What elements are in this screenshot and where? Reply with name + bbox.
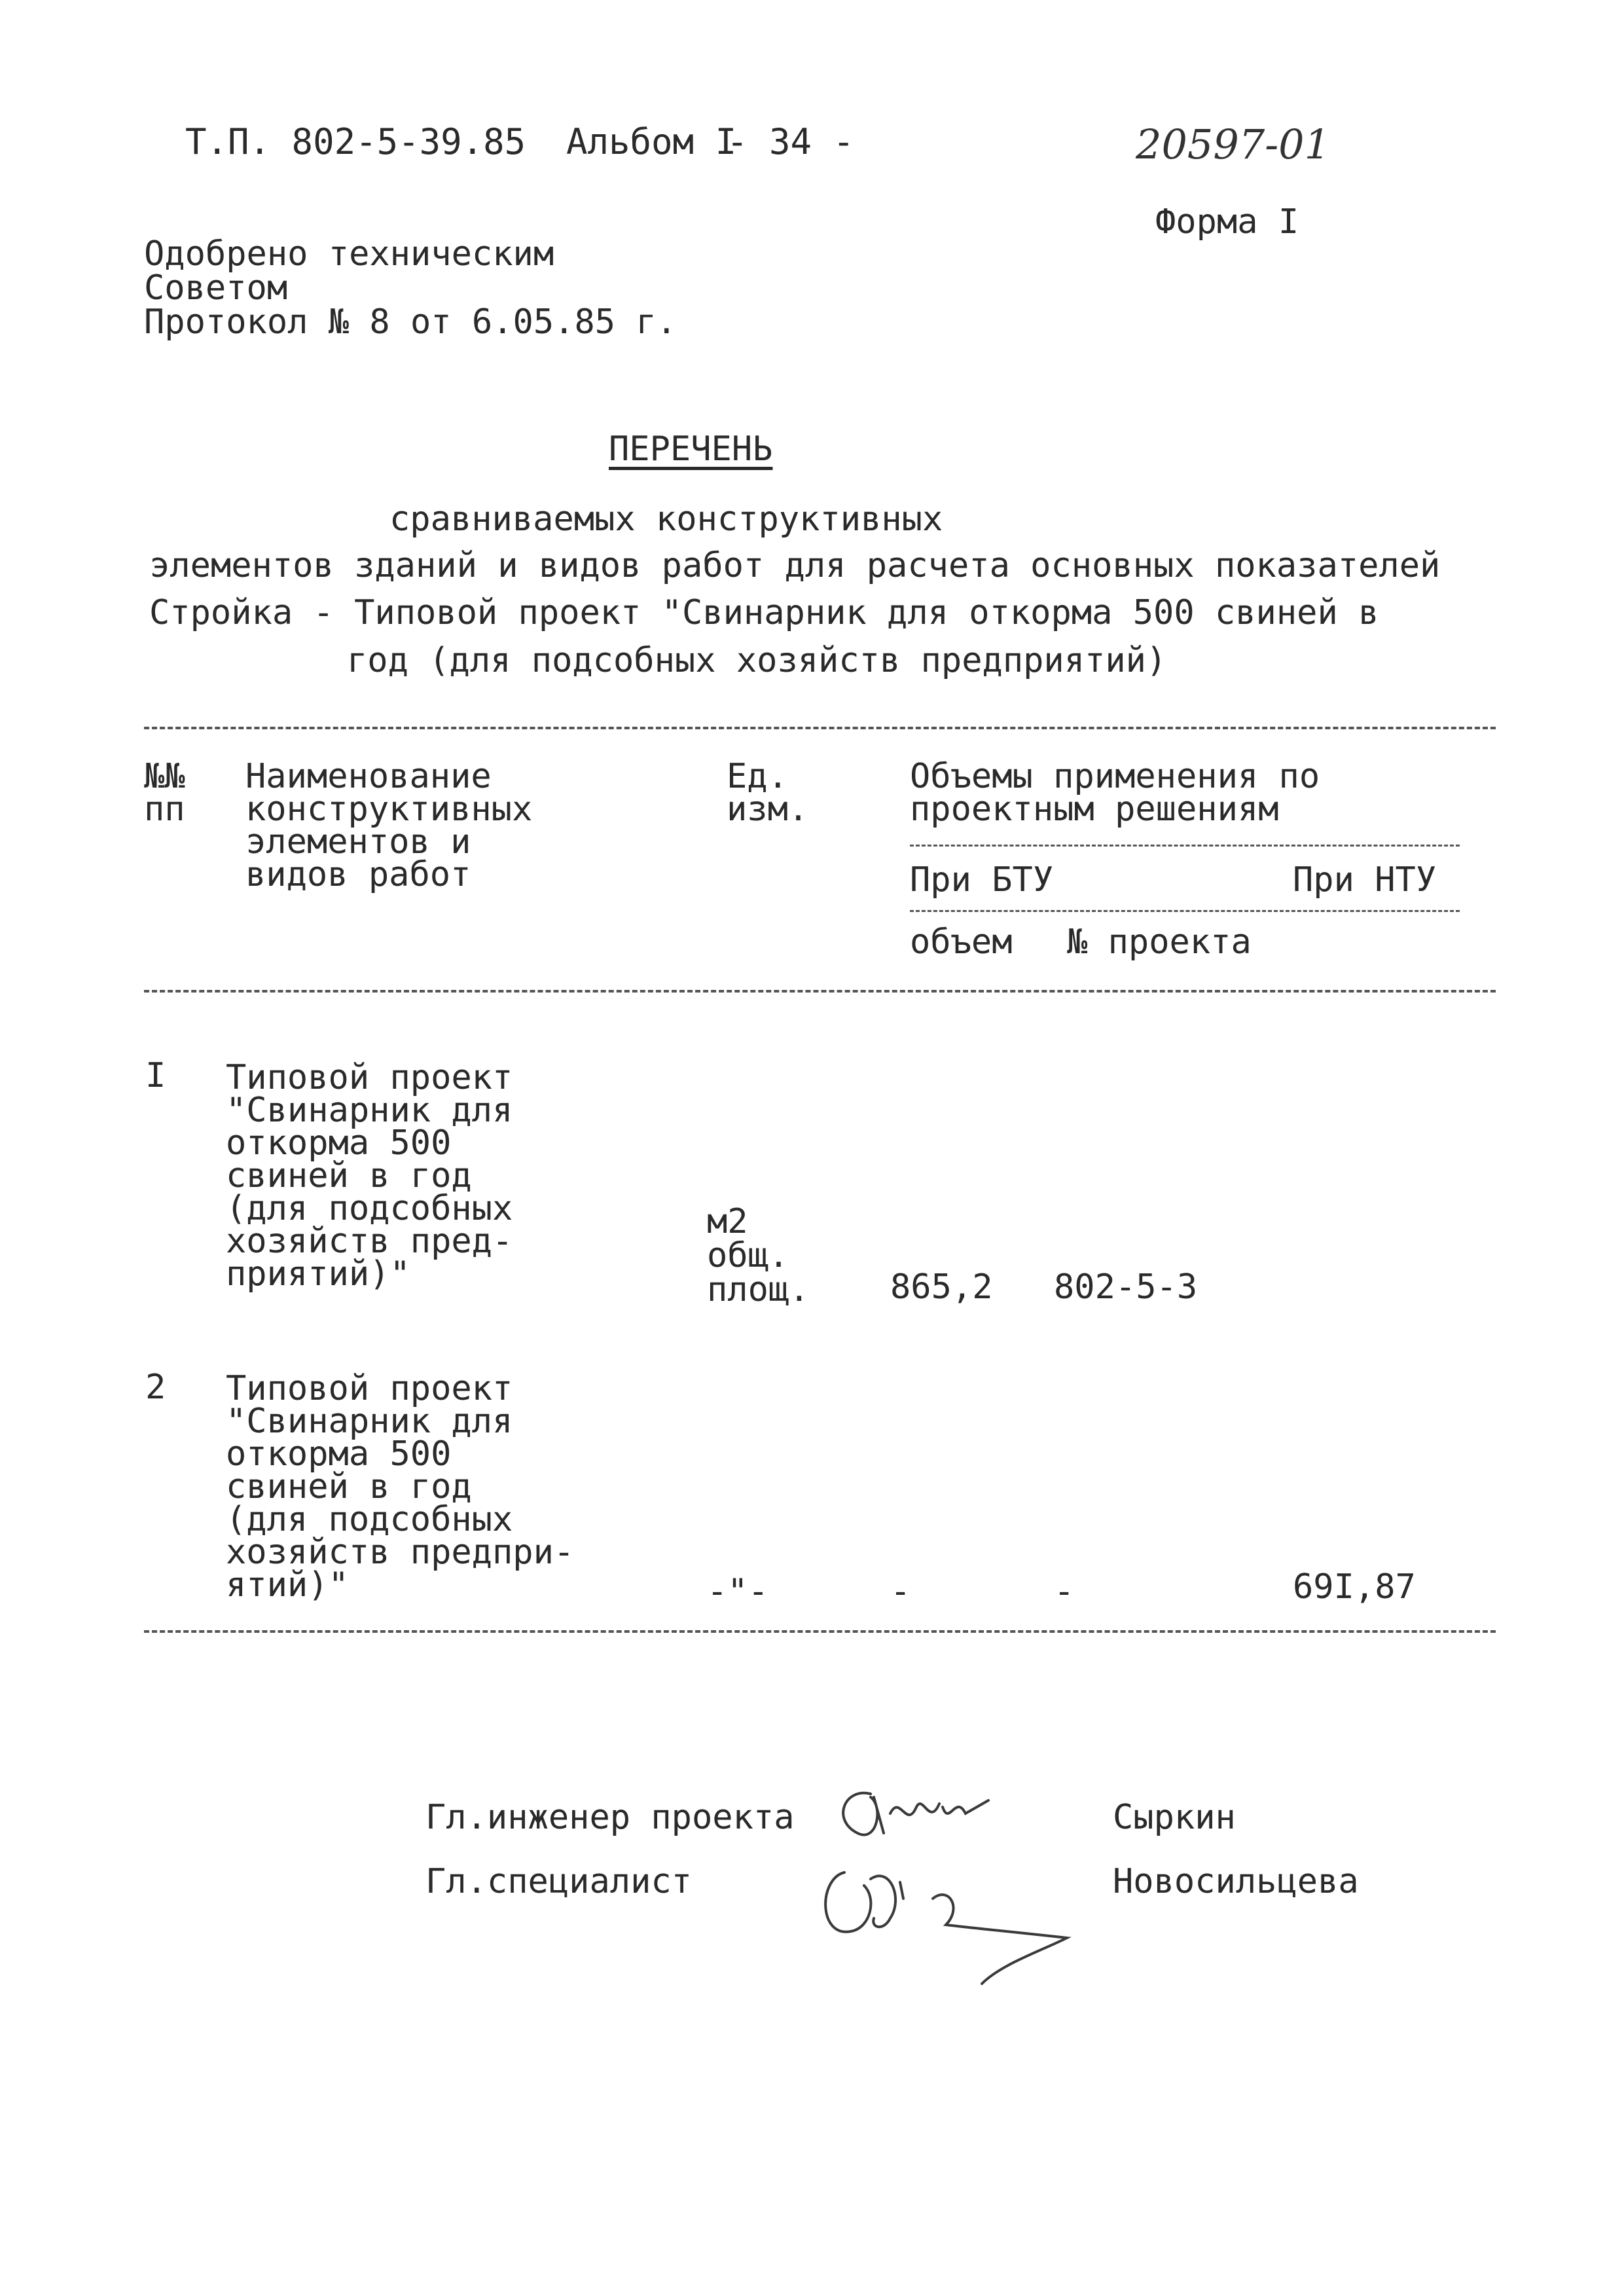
- signature-name-1: Сыркин: [1113, 1798, 1236, 1837]
- row-1-name-line-1: Типовой проект: [226, 1058, 513, 1097]
- header-unit-line-2: изм.: [727, 790, 809, 829]
- approval-line-1: Одобрено техническим: [144, 234, 554, 274]
- row-2-name-line-3: откорма 500: [226, 1434, 452, 1474]
- row-2-name-line-2: "Свинарник для: [226, 1402, 513, 1441]
- form-label: Форма I: [1155, 202, 1299, 242]
- row-1-name-line-4: свиней в год: [226, 1156, 472, 1195]
- row-1-btu-project: 802-5-3: [1054, 1267, 1198, 1307]
- row-1-unit-line-1: м2: [707, 1202, 748, 1241]
- inventory-number: 20597-01: [1136, 120, 1331, 168]
- header-name-line-2: конструктивных: [245, 790, 533, 829]
- row-1-name-line-5: (для подсобных: [226, 1189, 513, 1228]
- row-1-btu-volume: 865,2: [890, 1267, 993, 1307]
- row-2-unit: -"-: [707, 1572, 768, 1611]
- row-2-name-line-6: хозяйств предпри-: [226, 1533, 575, 1572]
- signature-role-1: Гл.инженер проекта: [425, 1798, 795, 1837]
- row-2-ntu: 69I,87: [1293, 1567, 1416, 1607]
- header-btu: При БТУ: [910, 860, 1054, 900]
- header-project-no: № проекта: [1067, 922, 1252, 962]
- header-name-line-3: элементов и: [245, 822, 471, 862]
- row-2-name-line-1: Типовой проект: [226, 1369, 513, 1408]
- title-line-4: год (для подсобных хозяйств предприятий): [347, 641, 1167, 680]
- approval-line-3: Протокол № 8 от 6.05.85 г.: [144, 302, 677, 342]
- header-volumes-line-1: Объемы применения по: [910, 757, 1320, 796]
- row-2-btu-volume: -: [890, 1572, 911, 1611]
- row-1-name-line-3: откорма 500: [226, 1123, 452, 1163]
- album-label: Альбом I: [566, 121, 737, 162]
- signature-name-2: Новосильцева: [1113, 1862, 1359, 1901]
- row-1-unit-line-3: площ.: [707, 1270, 810, 1309]
- row-1-unit-line-2: общ.: [707, 1236, 789, 1275]
- title-line-1: сравниваемых конструктивных: [389, 500, 943, 539]
- title-line-2: элементов зданий и видов работ для расчета основных показателей: [149, 546, 1441, 585]
- row-2-name-line-4: свиней в год: [226, 1467, 472, 1506]
- row-2-name-line-5: (для подсобных: [226, 1500, 513, 1539]
- signature-role-2: Гл.специалист: [425, 1862, 692, 1901]
- table-top-rule: [144, 727, 1496, 729]
- approval-line-2: Советом: [144, 268, 288, 308]
- handwritten-signatures: [792, 1768, 1106, 1990]
- row-2-number: 2: [145, 1368, 166, 1407]
- table-header-rule: [144, 990, 1496, 993]
- header-volume: объем: [910, 922, 1013, 962]
- row-1-name-line-2: "Свинарник для: [226, 1091, 513, 1130]
- row-2-btu-project: -: [1054, 1572, 1075, 1611]
- header-unit-line-1: Ед.: [727, 757, 788, 796]
- header-name-line-4: видов работ: [245, 855, 471, 894]
- row-1-name-line-6: хозяйств пред-: [226, 1222, 513, 1261]
- header-name-line-1: Наименование: [245, 757, 492, 796]
- row-2-name-line-7: ятий)": [226, 1565, 349, 1605]
- table-bottom-rule: [144, 1630, 1496, 1633]
- header-volumes-rule: [910, 845, 1460, 847]
- title-line-3: Стройка - Типовой проект "Свинарник для откорма 500 свиней в: [149, 593, 1379, 632]
- header-num-line-2: пп: [144, 790, 185, 829]
- row-1-name-line-7: приятий)": [226, 1254, 410, 1294]
- page-number: - 34 -: [727, 121, 855, 162]
- document-heading: ПЕРЕЧЕНЬ: [609, 429, 773, 469]
- header-ntu: При НТУ: [1293, 860, 1437, 900]
- header-num-line-1: №№: [144, 757, 185, 796]
- header-volumes-line-2: проектным решениям: [910, 790, 1279, 829]
- doc-reference: Т.П. 802-5-39.85: [185, 121, 526, 162]
- row-1-number: I: [145, 1056, 166, 1095]
- header-btu-rule: [910, 910, 1460, 912]
